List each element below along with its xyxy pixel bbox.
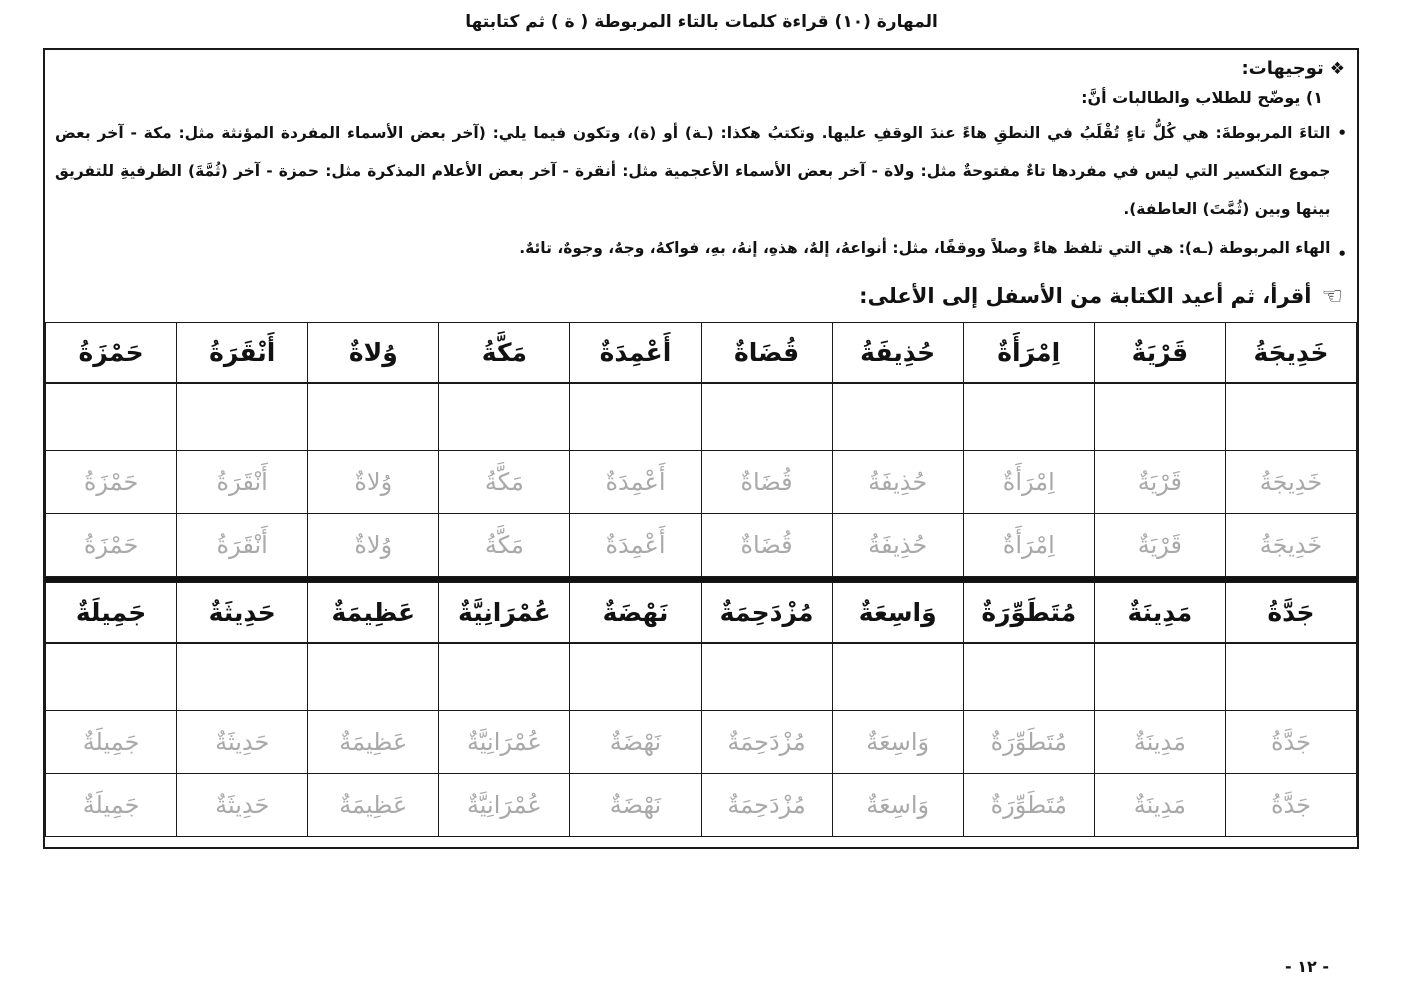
- word-cell: مَدِينَةٌ: [1094, 583, 1225, 644]
- trace-cell: حَدِيثَةٌ: [177, 774, 308, 837]
- trace-cell: قُضَاةٌ: [701, 451, 832, 514]
- table1-trace-row-1: [46, 451, 1357, 514]
- trace-cell: مَكَّةُ: [439, 514, 570, 577]
- word-cell: مُزْدَحِمَةٌ: [701, 583, 832, 644]
- trace-cell: اِمْرَأَةٌ: [963, 514, 1094, 577]
- bullet-haa-marbuta: [55, 235, 1347, 273]
- trace-cell: مَدِينَةٌ: [1094, 774, 1225, 837]
- trace-cell: جَمِيلَةٌ: [46, 774, 177, 837]
- write-cell: [1225, 643, 1356, 711]
- write-cell: [1094, 643, 1225, 711]
- trace-cell: مُزْدَحِمَةٌ: [701, 711, 832, 774]
- bullet-haa-marbuta-text: الهاء المربوطة (ـه): هي التي تلفظ هاءً وصلاً ووقفًا، مثل: أنواعهُ، إلهٌ، هذهِ، إنهُ، بهِ، فواكهُ، وجهٌ، وجوهٌ، تائهٌ.: [519, 239, 1331, 257]
- write-cell: [701, 383, 832, 451]
- trace-cell: حَمْزَةُ: [46, 514, 177, 577]
- table1-trace-row-2: [46, 514, 1357, 577]
- trace-cell: حَمْزَةُ: [46, 451, 177, 514]
- trace-cell: وَاسِعَةٌ: [832, 711, 963, 774]
- word-cell: وُلاةٌ: [308, 323, 439, 384]
- pointing-hand-icon: ☜: [1321, 282, 1343, 310]
- trace-cell: قُضَاةٌ: [701, 514, 832, 577]
- write-cell: [177, 383, 308, 451]
- instructions-section: [45, 50, 1357, 322]
- trace-cell: أَعْمِدَةٌ: [570, 514, 701, 577]
- trace-cell: عُمْرَانِيَّةٌ: [439, 711, 570, 774]
- page-title: المهارة (١٠) قراءة كلمات بالتاء المربوطة ( ة ) ثم كتابتها: [465, 12, 938, 32]
- trace-cell: وُلاةٌ: [308, 514, 439, 577]
- trace-cell: مُتَطَوِّرَةٌ: [963, 711, 1094, 774]
- table1-write-row: [46, 383, 1357, 451]
- write-cell: [439, 383, 570, 451]
- table2-trace-row-2: [46, 774, 1357, 837]
- trace-cell: عَظِيمَةٌ: [308, 711, 439, 774]
- diamond-icon: ❖: [1329, 58, 1345, 79]
- trace-cell: حَدِيثَةٌ: [177, 711, 308, 774]
- trace-cell: جَمِيلَةٌ: [46, 711, 177, 774]
- word-cell: عَظِيمَةٌ: [308, 583, 439, 644]
- trace-cell: عَظِيمَةٌ: [308, 774, 439, 837]
- write-cell: [308, 383, 439, 451]
- write-cell: [701, 643, 832, 711]
- word-cell: أَنْقَرَةُ: [177, 323, 308, 384]
- trace-cell: نَهْضَةٌ: [570, 774, 701, 837]
- write-cell: [570, 383, 701, 451]
- bullet-taa-marbuta: [55, 114, 1347, 228]
- word-cell: وَاسِعَةٌ: [832, 583, 963, 644]
- write-cell: [963, 383, 1094, 451]
- trace-cell: خَدِيجَةُ: [1225, 451, 1356, 514]
- word-cell: جَدَّةُ: [1225, 583, 1356, 644]
- write-cell: [46, 383, 177, 451]
- word-cell: مُتَطَوِّرَةٌ: [963, 583, 1094, 644]
- words-table-1: [45, 322, 1357, 577]
- trace-cell: حُذِيفَةُ: [832, 514, 963, 577]
- write-cell: [832, 643, 963, 711]
- trace-cell: اِمْرَأَةٌ: [963, 451, 1094, 514]
- word-cell: نَهْضَةٌ: [570, 583, 701, 644]
- bullet-icon: •: [1337, 124, 1347, 142]
- trace-cell: مَدِينَةٌ: [1094, 711, 1225, 774]
- write-cell: [1094, 383, 1225, 451]
- trace-cell: خَدِيجَةُ: [1225, 514, 1356, 577]
- trace-cell: مُتَطَوِّرَةٌ: [963, 774, 1094, 837]
- table2-trace-row-1: [46, 711, 1357, 774]
- trace-cell: وُلاةٌ: [308, 451, 439, 514]
- guidance-heading-label: توجيهات:: [1241, 58, 1324, 79]
- task-line: [55, 282, 1343, 310]
- write-cell: [1225, 383, 1356, 451]
- word-cell: حُذِيفَةُ: [832, 323, 963, 384]
- write-cell: [439, 643, 570, 711]
- word-cell: قَرْيَةٌ: [1094, 323, 1225, 384]
- trace-cell: حُذِيفَةُ: [832, 451, 963, 514]
- word-cell: جَمِيلَةٌ: [46, 583, 177, 644]
- table2-write-row: [46, 643, 1357, 711]
- table2-header-row: [46, 583, 1357, 644]
- guidance-heading: [55, 58, 1345, 79]
- trace-cell: قَرْيَةٌ: [1094, 451, 1225, 514]
- word-cell: حَدِيثَةٌ: [177, 583, 308, 644]
- table1-header-row: [46, 323, 1357, 384]
- word-cell: أَعْمِدَةٌ: [570, 323, 701, 384]
- trace-cell: نَهْضَةٌ: [570, 711, 701, 774]
- word-cell: مَكَّةُ: [439, 323, 570, 384]
- word-cell: حَمْزَةُ: [46, 323, 177, 384]
- task-text: أقرأ، ثم أعيد الكتابة من الأسفل إلى الأعلى:: [859, 284, 1312, 308]
- trace-cell: مَكَّةُ: [439, 451, 570, 514]
- bullet-icon: •: [1337, 245, 1347, 263]
- page-number: - ١٢ -: [1285, 957, 1329, 976]
- guidance-numbered-item: ١) يوضّح للطلاب والطالبات أنَّ:: [1081, 88, 1323, 107]
- write-cell: [177, 643, 308, 711]
- word-cell: اِمْرَأَةٌ: [963, 323, 1094, 384]
- write-cell: [570, 643, 701, 711]
- trace-cell: أَعْمِدَةٌ: [570, 451, 701, 514]
- bullet-taa-marbuta-text: التاءَ المربوطةَ: هي كُلُّ تاءٍ تُقْلَبُ في النطقِ هاءً عندَ الوقفِ عليها. وتكتبُ هكذا: (ـة) أو (ة)، وتكون فيما يلي: (آخر بعض الأسماء المفردة المؤنثة مثل: مكة - آخر بعض جموع التكسير التي ليس في مفردها تاءٌ مفتوحةٌ مثل: ولاة - آخر بعض الأسماء الأعجمية مثل: أنقرة - آخر بعض الأعلام المذكرة مثل: حمزة - آخر (ثُمَّةَ) الظرفيةِ للتفريق بينها وبين (ثُمَّتَ) العاطفة).: [55, 124, 1331, 218]
- trace-cell: أَنْقَرَةُ: [177, 514, 308, 577]
- write-cell: [832, 383, 963, 451]
- trace-cell: قَرْيَةٌ: [1094, 514, 1225, 577]
- word-cell: عُمْرَانِيَّةٌ: [439, 583, 570, 644]
- write-cell: [308, 643, 439, 711]
- words-table-2: [45, 582, 1357, 837]
- write-cell: [963, 643, 1094, 711]
- trace-cell: جَدَّةُ: [1225, 711, 1356, 774]
- word-cell: قُضَاةٌ: [701, 323, 832, 384]
- trace-cell: وَاسِعَةٌ: [832, 774, 963, 837]
- trace-cell: أَنْقَرَةُ: [177, 451, 308, 514]
- trace-cell: عُمْرَانِيَّةٌ: [439, 774, 570, 837]
- word-cell: خَدِيجَةُ: [1225, 323, 1356, 384]
- write-cell: [46, 643, 177, 711]
- trace-cell: جَدَّةُ: [1225, 774, 1356, 837]
- worksheet-box: [43, 48, 1359, 849]
- trace-cell: مُزْدَحِمَةٌ: [701, 774, 832, 837]
